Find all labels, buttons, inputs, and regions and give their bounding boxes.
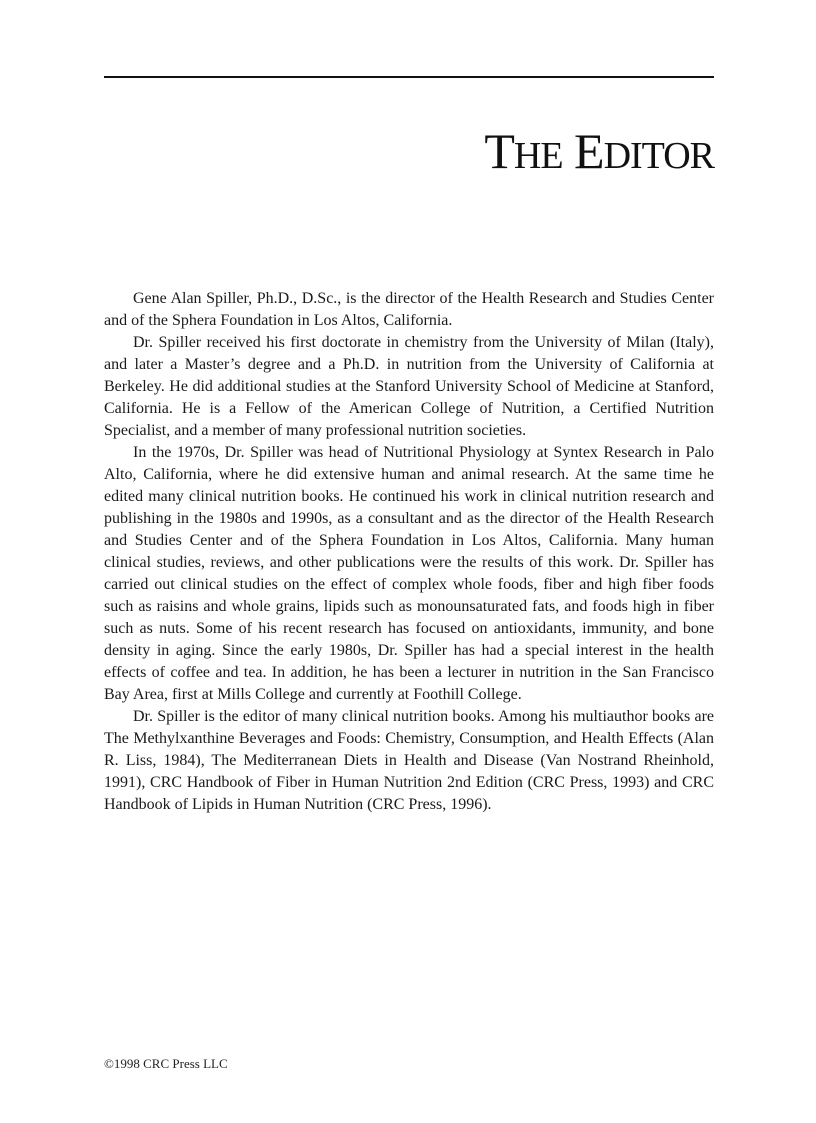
- title-initial-e: E: [574, 123, 604, 179]
- editor-biography: [104, 288, 714, 816]
- copyright-notice: ©1998 CRC Press LLC: [104, 1056, 228, 1071]
- paragraph-education: Dr. Spiller received his first doctorate in chemistry from the University of Milan (Italy), and later a Master’s degree and a Ph.D. in nutrition from the University of California at Berkeley. He did additional studies at the Stanford University School of Medicine at Stanford, California. He is a Fellow of the American College of Nutrition, a Certified Nutrition Specialist, and a member of many professional nutrition societies.: [104, 334, 714, 439]
- page-title: [484, 123, 714, 179]
- title-rest-ditor: DITOR: [603, 135, 714, 177]
- paragraph-career: In the 1970s, Dr. Spiller was head of Nutritional Physiology at Syntex Research in Palo Alto, California, where he did extensive human and animal research. At the same time he edited many clinical nutrition books. He continued his work in clinical nutrition research and publishing in the 1980s and 1990s, as a consultant and as the director of the Health Research and Studies Center and of the Sphera Foundation in Los Altos, California. Many human clinical studies, reviews, and other publications were the results of this work. Dr. Spiller has carried out clinical studies on the effect of complex whole foods, fiber and high fiber foods such as raisins and whole grains, lipids such as monounsaturated fats, and foods high in fiber such as nuts. Some of his recent research has focused on antioxidants, immunity, and bone density in aging. Since the early 1980s, Dr. Spiller has had a special interest in the health effects of coffee and tea. In addition, he has been a lecturer in nutrition in the San Francisco Bay Area, first at Mills College and currently at Foothill College.: [104, 444, 714, 703]
- paragraph-books: Dr. Spiller is the editor of many clinical nutrition books. Among his multiauthor books are The Methylxanthine Beverages and Foods: Chemistry, Consumption, and Health Effects (Alan R. Liss, 1984), The Mediterranean Diets in Health and Disease (Van Nostrand Rheinhold, 1991), CRC Handbook of Fiber in Human Nutrition 2nd Edition (CRC Press, 1993) and CRC Handbook of Lipids in Human Nutrition (CRC Press, 1996).: [104, 708, 714, 813]
- paragraph-intro: Gene Alan Spiller, Ph.D., D.Sc., is the director of the Health Research and Studies Center and of the Sphera Foundation in Los Altos, California.: [104, 290, 714, 329]
- title-rest-he: HE: [513, 135, 563, 177]
- header-rule: [104, 76, 714, 78]
- title-initial-t: T: [484, 123, 514, 179]
